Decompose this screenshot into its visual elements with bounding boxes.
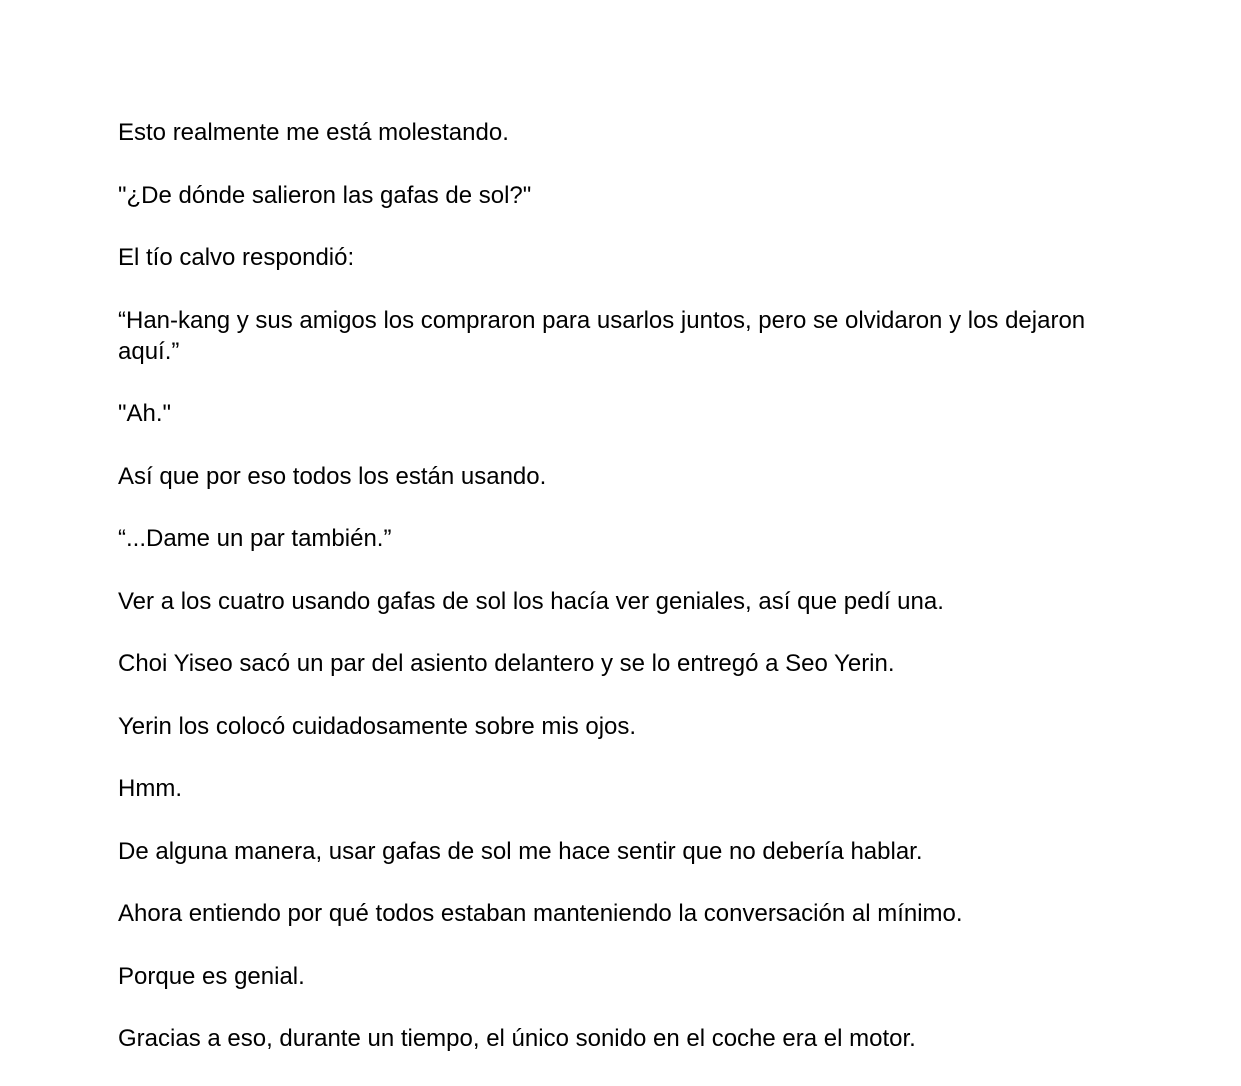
paragraph: Esto realmente me está molestando.: [118, 119, 509, 146]
paragraph: Hmm.: [118, 775, 182, 802]
paragraph: "Ah.": [118, 400, 172, 427]
paragraph: De alguna manera, usar gafas de sol me hace sentir que no debería hablar.: [118, 837, 923, 865]
paragraph: "¿De dónde salieron las gafas de sol?": [118, 181, 532, 209]
paragraph: El tío calvo respondió:: [118, 244, 355, 271]
paragraph: Así que por eso todos los están usando.: [118, 462, 547, 490]
paragraph: Gracias a eso, durante un tiempo, el único sonido en el coche era el motor.: [118, 1025, 916, 1052]
paragraph: Ver a los cuatro usando gafas de sol los hacía ver geniales, así que pedí una.: [118, 587, 944, 615]
paragraph: Porque es genial.: [118, 962, 305, 990]
paragraph: “Han-kang y sus amigos los compraron para usarlos juntos, pero se olvidaron y los dejaron aquí.”: [118, 306, 1086, 365]
paragraph: “...Dame un par también.”: [118, 525, 392, 552]
paragraph: Choi Yiseo sacó un par del asiento delantero y se lo entregó a Seo Yerin.: [118, 650, 895, 677]
paragraph: Yerin los colocó cuidadosamente sobre mis ojos.: [118, 712, 637, 740]
paragraph: Ahora entiendo por qué todos estaban manteniendo la conversación al mínimo.: [118, 900, 963, 927]
document-body: [118, 117, 1128, 1086]
